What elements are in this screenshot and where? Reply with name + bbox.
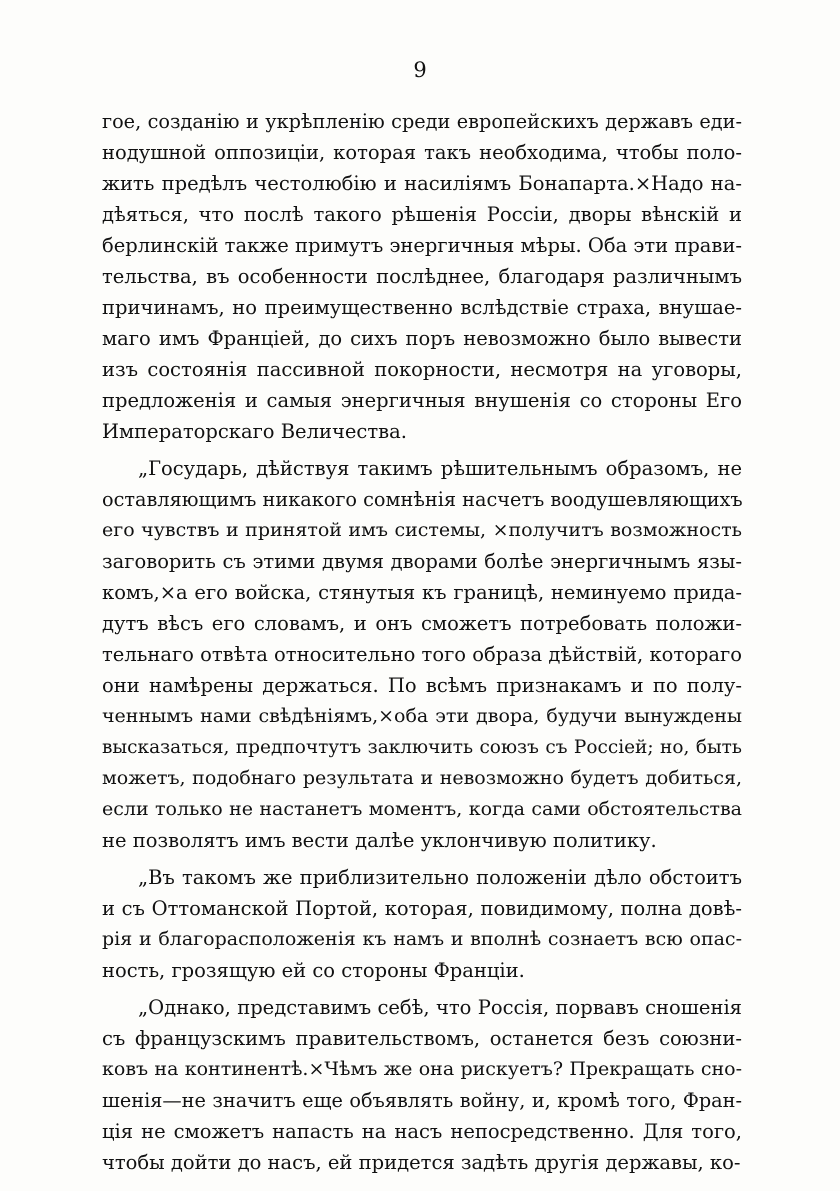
text-line: ченнымъ нами свѣдѣніямъ,×оба эти двора, будучи вынуждены	[102, 705, 742, 727]
paragraph	[102, 862, 742, 986]
text-line: и съ Оттоманской Портой, которая, повидимому, полна довѣ-	[102, 897, 742, 920]
text-line: если только не настанетъ моментъ, когда сами обстоятельства	[102, 798, 742, 820]
text-line: „Однако, представимъ себѣ, что Россія, порвавъ сношенія	[138, 996, 742, 1019]
text-line: оставляющимъ никакого сомнѣнія насчетъ воодушевляющихъ	[102, 488, 743, 511]
text-line: жить предѣлъ честолюбію и насиліямъ Бонапарта.×Надо на-	[102, 172, 742, 195]
text-line: его чувствъ и принятой имъ системы, ×получитъ возможность	[102, 519, 742, 541]
text-line: нодушной оппозиціи, которая такъ необходима, чтобы поло-	[102, 141, 742, 164]
text-line: тельства, въ особенности послѣднее, благодаря различнымъ	[102, 265, 742, 288]
text-line: изъ состоянія пассивной покорности, несмотря на уговоры,	[102, 358, 742, 381]
text-line: предложенія и самыя энергичныя внушенія со стороны Его	[102, 389, 742, 412]
paragraph	[102, 453, 742, 856]
text-line: „Государь, дѣйствуя такимъ рѣшительнымъ образомъ, не	[138, 457, 742, 480]
text-line: заговорить съ этими двумя дворами болѣе энергичнымъ язы-	[102, 550, 742, 573]
text-line: маго имъ Франціей, до сихъ поръ невозможно было вывести	[102, 327, 742, 350]
text-line: высказаться, предпочтутъ заключить союзъ съ Россіей; но, быть	[102, 737, 742, 758]
text-line: съ французскимъ правительствомъ, останется безъ союзни-	[102, 1027, 742, 1050]
text-line: ція не сможетъ напасть на насъ непосредственно. Для того,	[102, 1120, 742, 1143]
text-line: Императорскаго Величества.	[102, 420, 407, 443]
text-line: чтобы дойти до насъ, ей придется задѣть другія державы, ко-	[102, 1151, 741, 1174]
text-line: не позволятъ имъ вести далѣе уклончивую политику.	[102, 829, 657, 852]
paragraph	[102, 106, 742, 447]
text-line: дутъ вѣсъ его словамъ, и онъ сможетъ потребовать положи-	[102, 612, 742, 635]
text-line: берлинскій также примутъ энергичныя мѣры. Оба эти прави-	[102, 234, 742, 257]
text-line: гое, созданію и укрѣпленію среди европейскихъ державъ еди-	[102, 110, 742, 133]
paragraph	[102, 992, 742, 1178]
text-line: они намѣрены держаться. По всѣмъ признакамъ и по полу-	[102, 674, 742, 697]
body-text	[102, 106, 742, 1178]
text-line: ковъ на континентѣ.×Чѣмъ же она рискуетъ? Прекращать сно-	[102, 1058, 742, 1080]
text-line: тельнаго отвѣта относительно того образа дѣйствій, котораго	[102, 643, 742, 666]
text-line: дѣяться, что послѣ такого рѣшенія Россіи, дворы вѣнскій и	[102, 203, 742, 226]
text-line: можетъ, подобнаго результата и невозможно будетъ добиться,	[102, 767, 742, 789]
text-line: рія и благорасположенія къ намъ и вполнѣ сознаетъ всю опас-	[102, 928, 742, 950]
page-number: 9	[413, 58, 427, 82]
text-line: „Въ такомъ же приблизительно положеніи дѣло обстоитъ	[138, 866, 742, 889]
text-line: причинамъ, но преимущественно вслѣдствіе страха, внушае-	[102, 296, 742, 319]
text-line: комъ,×а его войска, стянутыя къ границѣ, неминуемо прида-	[102, 581, 742, 604]
text-line: шенія—не значитъ еще объявлять войну, и, кромѣ того, Фран-	[102, 1089, 742, 1112]
text-line: ность, грозящую ей со стороны Франціи.	[102, 959, 525, 982]
